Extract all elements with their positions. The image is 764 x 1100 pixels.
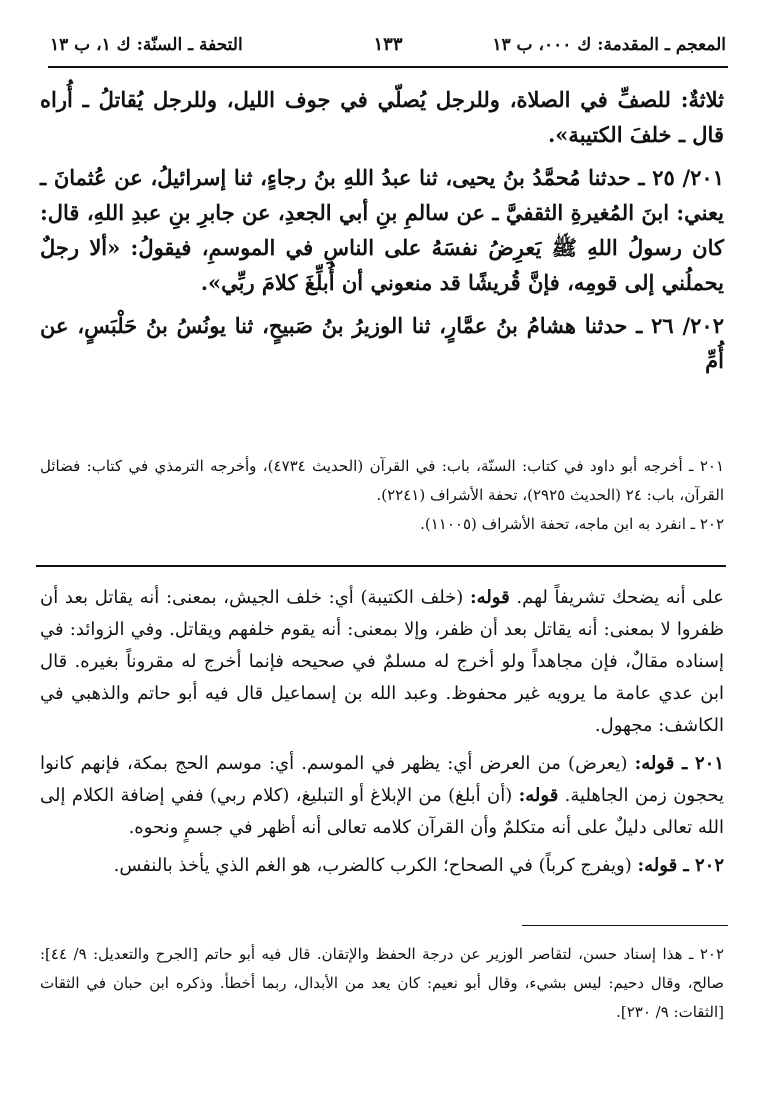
commentary-label: قوله:: [470, 587, 510, 608]
page-number: ١٣٣: [373, 34, 403, 55]
hadith-text: [40, 82, 724, 386]
commentary: [40, 582, 724, 888]
takhrij-note-2: ٢٠٢ ـ انفرد به ابن ماجه، تحفة الأشراف (١١٠٠٥).: [420, 515, 724, 533]
header-left: التحفة ـ السنّة: ك ١، ب ١٣: [50, 35, 243, 55]
commentary-paragraph-3: [40, 850, 724, 882]
matn-paragraph-1: ثلاثةٌ: للصفِّ في الصلاة، وللرجل يُصلّي في جوف الليل، وللرجل يُقاتلُ ـ أُراه قال ـ خلفَ الكتيبة».: [40, 87, 724, 147]
matn-paragraph-3: ٢٠٢/ ٢٦ ـ حدثنا هشامُ بنُ عمَّارٍ، ثنا الوزيرُ بنُ صَبيحٍ، ثنا يونُسُ بنُ حَلْبَسٍ، عن أُمِّ: [40, 313, 724, 373]
commentary-label: قوله:: [518, 785, 559, 806]
commentary-text: (أن أبلغ) من الإبلاغ أو التبليغ، (كلام ربي) ففي إضافة الكلام إلى الله تعالى دليلٌ على أنه متكلمٌ وأن القرآن كلامه تعالى أنه أظهر في جسمٍ ونحوه.: [40, 785, 724, 838]
commentary-label: ٢٠١ ـ قوله:: [634, 753, 724, 774]
footnote-rule: [522, 925, 728, 926]
matn-paragraph-2: ٢٠١/ ٢٥ ـ حدثنا مُحمَّدُ بنُ يحيى، ثنا عبدُ اللهِ بنُ رجاءٍ، ثنا إسرائيلُ، عن عُثمانَ ـ يعني: ابنَ المُغيرةِ الثقفيَّ ـ عن سالمِ بنِ أبي الجعدِ، عن جابرِ بنِ عبدِ اللهِ، قال: كان رسولُ اللهِ ﷺ يَعرِضُ نفسَهُ على الناسِ في الموسمِ، فيقولُ: «ألا رجلٌ يحملُني إلى قومِه، فإنَّ قُريشًا قد منعوني أن أُبلِّغَ كلامَ ربِّي».: [40, 165, 724, 295]
header-rule: [48, 66, 728, 68]
commentary-text: (خلف الكتيبة) أي: خلف الجيش، بمعنى: أنه يقاتل بعد أن ظفروا لا بمعنى: أنه يقاتل بعد أن ظفر، وإلا بمعنى: أنه يقوم خلفهم ويقاتل. وفي الزوائد: في إسناده مقالٌ، فإن مجاهداً ولو أخرج له مسلمٌ في صحيحه فإنما أخرج له مقروناً بغيره. قال ابن عدي عامة ما يرويه غير محفوظ. وعبد الله بن إسماعيل قال فيه أبو حاتم والذهبي في الكاشف: مجهول.: [40, 587, 724, 736]
running-header: [50, 30, 726, 60]
commentary-paragraph-2: [40, 748, 724, 844]
commentary-paragraph-1: [40, 582, 724, 742]
section-rule: [36, 565, 726, 567]
footnote: [40, 940, 724, 1027]
header-right: المعجم ـ المقدمة: ك ٠٠٠، ب ١٣: [492, 35, 726, 55]
takhrij-notes: [40, 452, 724, 539]
footnote-text: ٢٠٢ ـ هذا إسناد حسن، لتقاصر الوزير عن درجة الحفظ والإتقان. قال فيه أبو حاتم [الجرح والتعديل: ٩/ ٤٤]: صالح، وقال دحيم: ليس بشيء، وقال أبو نعيم: كان يعد من الأبدال، ربما أخطأ. وذكره ابن حبان في الثقات [الثقات: ٩/ ٢٣٠].: [40, 945, 725, 1021]
commentary-label: ٢٠٢ ـ قوله:: [637, 855, 724, 876]
commentary-text: (يعرض) من العرض أي: يظهر في الموسم. أي: موسم الحج بمكة، فإنهم كانوا يحجون زمن الجاهلية.: [40, 753, 724, 806]
commentary-intro: على أنه يضحك تشريفاً لهم.: [516, 587, 724, 608]
commentary-text: (ويفرج كرباً) في الصحاح؛ الكرب كالضرب، هو الغم الذي يأخذ بالنفس.: [113, 855, 632, 876]
takhrij-note-1: ٢٠١ ـ أخرجه أبو داود في كتاب: السنّة، باب: في القرآن (الحديث ٤٧٣٤)، وأخرجه الترمذي في كتاب: فضائل القرآن، باب: ٢٤ (الحديث ٢٩٢٥)، تحفة الأشراف (٢٢٤١).: [40, 457, 725, 504]
